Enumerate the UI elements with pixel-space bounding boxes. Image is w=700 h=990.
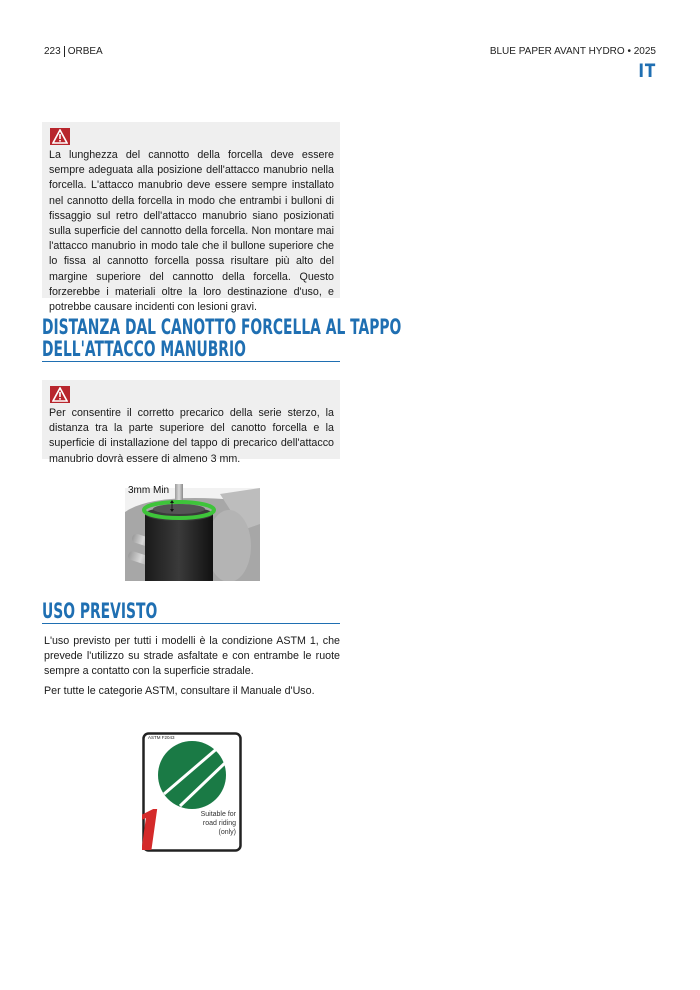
warning-box-fork-length	[42, 122, 340, 314]
warning-triangle-icon	[50, 128, 70, 145]
header-divider	[64, 46, 65, 57]
astm-caption-line3: (only)	[218, 829, 236, 836]
section-title-text: USO PREVISTO	[42, 599, 158, 623]
warning-box-preload	[42, 380, 340, 465]
page-number: 223	[44, 46, 61, 57]
astm-caption-line1: Suitable for	[200, 811, 236, 818]
brand-name: ORBEA	[67, 46, 103, 57]
astm-standard-label: ASTM F2043	[148, 735, 175, 740]
language-code: IT	[638, 60, 656, 82]
steerer-diagram	[125, 484, 260, 581]
astm-condition-badge	[142, 732, 242, 852]
section-title-line2: DELL'ATTACCO MANUBRIO	[42, 337, 246, 361]
warning-text: Per consentire il corretto precarico della serie sterzo, la distanza tra la parte superiore del canotto forcella e la superficie di installazione del tappo di precarico dell'attacco manubrio dovrà essere di almeno 3 mm.	[49, 407, 334, 465]
document-title: BLUE PAPER AVANT HYDRO • 2025	[489, 46, 656, 57]
section-title-intended-use	[42, 600, 340, 624]
astm-number	[145, 810, 146, 811]
section-title-line1: DISTANZA DAL CANOTTO FORCELLA AL TAPPO	[42, 315, 402, 339]
intended-use-paragraph: L'uso previsto per tutti i modelli è la condizione ASTM 1, che prevede l'utilizzo su strade asfaltate e con entrambe le ruote sempre a contatto con la superficie stradale.	[44, 635, 340, 678]
section-title-steerer-distance	[42, 315, 402, 362]
figure-label: 3mm Min	[128, 485, 170, 496]
steerer-illustration	[125, 484, 260, 581]
astm-caption	[201, 810, 236, 837]
astm-reference-paragraph: Per tutte le categorie ASTM, consultare il Manuale d'Uso.	[44, 685, 315, 697]
warning-text: La lunghezza del cannotto della forcella deve essere sempre adeguata alla posizione dell'attacco manubrio nella forcella. L'attacco manubrio deve essere sempre installato nel cannotto della forcella in modo che entrambi i bulloni di fissaggio sul retro dell'attacco manubrio siano posizionati sulla superficie del cannotto della forcella. Non montare mai l'attacco manubrio in modo tale che il bullone superiore che lo fissa al cannotto forcella possa risultare più alto del margine superiore del cannotto della forcella. Questo forzerebbe i materiali oltre la loro destinazione d'uso, e potrebbe causare incidenti con lesioni gravi.	[49, 149, 334, 314]
page-header-left	[44, 46, 103, 57]
warning-triangle-icon	[50, 386, 70, 403]
astm-caption-line2: road riding	[202, 820, 236, 827]
